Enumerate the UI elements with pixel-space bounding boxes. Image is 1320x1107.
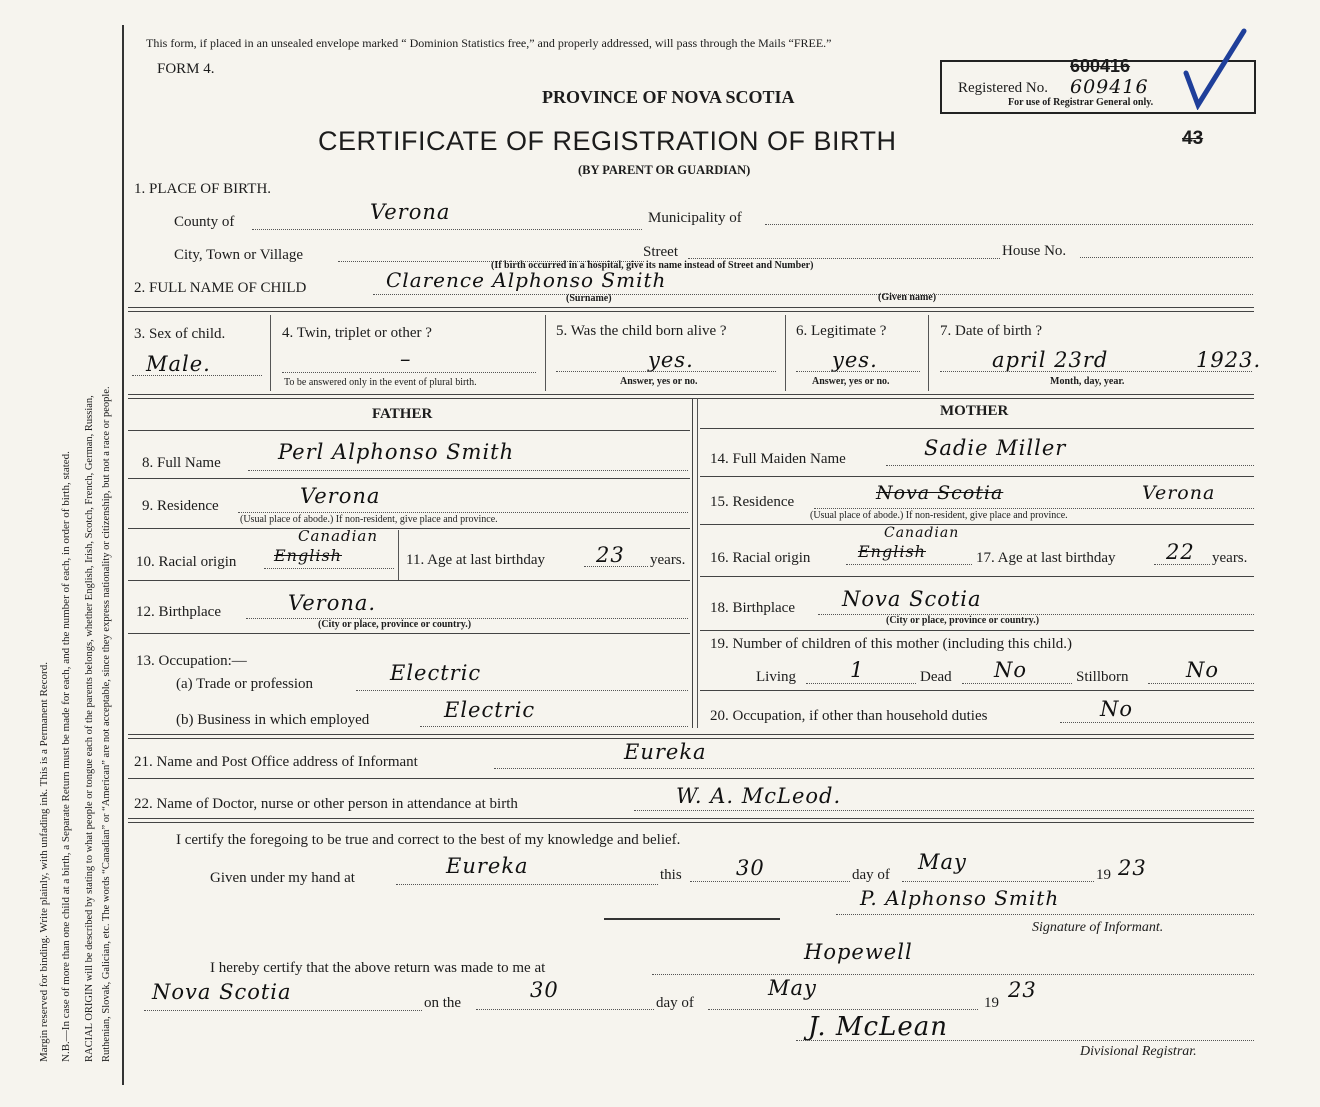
mother-birthplace-label: 18. Birthplace xyxy=(710,600,795,616)
child-name-value: Clarence Alphonso Smith xyxy=(386,268,667,292)
page-title: CERTIFICATE OF REGISTRATION OF BIRTH xyxy=(318,126,897,156)
informant-signature: P. Alphonso Smith xyxy=(860,886,1060,910)
father-age-value: 23 xyxy=(596,543,625,567)
twin-value: – xyxy=(400,347,412,371)
registered-number-struck: 600416 xyxy=(1070,56,1131,76)
father-birthplace-label: 12. Birthplace xyxy=(136,604,221,620)
hospital-note: (If birth occurred in a hospital, give its name instead of Street and Number) xyxy=(491,260,814,271)
trade-value: Electric xyxy=(390,661,482,685)
this-label: this xyxy=(660,867,682,883)
mother-birthplace-note: (City or place, province or country.) xyxy=(886,615,1040,626)
registrar-year-label: 19 xyxy=(984,995,999,1011)
father-heading: FATHER xyxy=(372,406,433,422)
mother-race-struck: English xyxy=(858,542,926,561)
children-count-label: 19. Number of children of this mother (including this child.) xyxy=(710,636,1073,652)
child-name-label: 2. FULL NAME OF CHILD xyxy=(134,280,307,296)
trade-label: (a) Trade or profession xyxy=(176,676,314,692)
father-name-value: Perl Alphonso Smith xyxy=(278,440,515,464)
certify-text: I certify the foregoing to be true and correct to the best of my knowledge and belief. xyxy=(176,832,681,848)
informant-label: 21. Name and Post Office address of Informant xyxy=(134,754,418,770)
dob-value: april 23rd xyxy=(992,348,1109,372)
registrar-signature-label: Divisional Registrar. xyxy=(1080,1044,1197,1059)
twin-label: 4. Twin, triplet or other ? xyxy=(282,325,432,341)
father-race-value: Canadian xyxy=(298,527,379,545)
father-occupation-label: 13. Occupation:— xyxy=(136,653,247,669)
dead-value: No xyxy=(994,658,1028,682)
mother-race-value: Canadian xyxy=(884,525,960,541)
father-race-struck: English xyxy=(274,546,342,565)
father-residence-label: 9. Residence xyxy=(142,498,219,514)
legitimate-label: 6. Legitimate ? xyxy=(796,323,887,339)
dob-year: 1923. xyxy=(1196,348,1262,372)
city-label: City, Town or Village xyxy=(174,247,304,263)
informant-value: Eureka xyxy=(624,740,707,764)
page-subtitle: (BY PARENT OR GUARDIAN) xyxy=(578,163,751,177)
nb-note: N.B.—In case of more than one child at a birth, a Separate Return must be made for each, and the number of each, in order of birth, stated. xyxy=(60,451,72,1062)
mother-race-label: 16. Racial origin xyxy=(710,550,811,566)
twin-note: To be answered only in the event of plural birth. xyxy=(284,377,477,388)
given-at-label: Given under my hand at xyxy=(210,870,355,886)
business-label: (b) Business in which employed xyxy=(176,712,370,728)
mother-residence-label: 15. Residence xyxy=(710,494,795,510)
racial-note-2: Ruthenian, Slovak, Galician, etc. The words “Canadian” or “American” are not acceptable, since they express nationality or citizenship, but not a race or people. xyxy=(101,386,112,1062)
mother-occupation-label: 20. Occupation, if other than household duties xyxy=(710,708,988,724)
father-birthplace-note: (City or place, province or country.) xyxy=(318,619,472,630)
born-alive-value: yes. xyxy=(648,348,694,372)
county-label: County of xyxy=(174,214,235,230)
registrar-signature: J. McLean xyxy=(808,1012,949,1042)
racial-note-1: RACIAL ORIGIN will be described by stating to what people or tongue each of the parents belongs, whether English, Irish, Scotch, French, German, Russian, xyxy=(84,395,95,1062)
certify-year-label: 19 xyxy=(1096,867,1111,883)
mother-residence-struck: Nova Scotia xyxy=(876,482,1004,504)
street-label: Street xyxy=(643,244,678,260)
father-birthplace-value: Verona. xyxy=(288,591,377,615)
on-the-label: on the xyxy=(424,995,462,1011)
place-of-birth-label: 1. PLACE OF BIRTH. xyxy=(134,181,272,197)
province-heading: PROVINCE OF NOVA SCOTIA xyxy=(542,87,795,107)
mother-name-value: Sadie Miller xyxy=(924,436,1067,460)
given-at-value: Eureka xyxy=(446,854,529,878)
municipality-label: Municipality of xyxy=(648,210,742,226)
registrar-year-value: 23 xyxy=(1008,978,1037,1002)
sex-label: 3. Sex of child. xyxy=(134,326,226,342)
mother-residence-value: Verona xyxy=(1142,482,1216,504)
registrar-month-value: May xyxy=(768,976,817,1000)
father-age-label: 11. Age at last birthday xyxy=(406,552,545,568)
stillborn-value: No xyxy=(1186,658,1220,682)
mother-heading: MOTHER xyxy=(940,403,1009,419)
living-label: Living xyxy=(756,669,796,685)
sex-value: Male. xyxy=(146,352,211,376)
business-value: Electric xyxy=(444,698,536,722)
registrar-text: I hereby certify that the above return was made to me at xyxy=(210,960,546,976)
surname-note: (Surname) xyxy=(566,293,612,304)
signature-label: Signature of Informant. xyxy=(1032,920,1164,935)
legitimate-note: Answer, yes or no. xyxy=(812,376,890,387)
mother-birthplace-value: Nova Scotia xyxy=(842,587,982,611)
form-number: FORM 4. xyxy=(157,61,215,77)
mother-name-label: 14. Full Maiden Name xyxy=(710,451,846,467)
check-mark-icon xyxy=(1180,25,1250,110)
registered-number: 609416 xyxy=(1070,76,1149,98)
house-no-label: House No. xyxy=(1002,243,1067,259)
given-name-note: (Given name) xyxy=(878,292,937,303)
living-value: 1 xyxy=(850,658,865,682)
margin-note: Margin reserved for binding. Write plainly, with unfading ink. This is a Permanent Record. xyxy=(38,662,50,1062)
dead-label: Dead xyxy=(920,669,952,685)
father-residence-note: (Usual place of abode.) If non-resident, give place and province. xyxy=(240,514,498,525)
father-years-label: years. xyxy=(650,552,686,568)
mother-years-label: years. xyxy=(1212,550,1248,566)
certify-day-value: 30 xyxy=(736,856,765,880)
registrar-note: For use of Registrar General only. xyxy=(1008,97,1154,108)
father-residence-value: Verona xyxy=(300,484,381,508)
registrar-day-of-label: day of xyxy=(656,995,694,1011)
mother-occupation-value: No xyxy=(1100,697,1134,721)
legitimate-value: yes. xyxy=(832,348,878,372)
county-value: Verona xyxy=(370,200,451,224)
certify-year-value: 23 xyxy=(1118,856,1147,880)
registrar-day-value: 30 xyxy=(530,978,559,1002)
born-alive-label: 5. Was the child born alive ? xyxy=(556,323,727,339)
binding-margin-line xyxy=(122,25,124,1085)
corner-mark: 43 xyxy=(1182,128,1204,149)
mail-notice: This form, if placed in an unsealed envelope marked “ Dominion Statistics free,” and properly addressed, will pass through the Mails “FREE.” xyxy=(146,36,832,50)
dob-note: Month, day, year. xyxy=(1050,376,1125,387)
doctor-value: W. A. McLeod. xyxy=(676,784,842,808)
mother-age-label: 17. Age at last birthday xyxy=(976,550,1116,566)
mother-residence-note: (Usual place of abode.) If non-resident, give place and province. xyxy=(810,510,1068,521)
registered-label: Registered No. xyxy=(958,80,1048,96)
doctor-label: 22. Name of Doctor, nurse or other person in attendance at birth xyxy=(134,796,518,812)
stillborn-label: Stillborn xyxy=(1076,669,1129,685)
born-alive-note: Answer, yes or no. xyxy=(620,376,698,387)
father-race-label: 10. Racial origin xyxy=(136,554,237,570)
certify-month-value: May xyxy=(918,850,967,874)
father-name-label: 8. Full Name xyxy=(142,455,221,471)
registrar-place-value: Hopewell xyxy=(804,940,913,964)
day-of-label: day of xyxy=(852,867,890,883)
mother-age-value: 22 xyxy=(1166,540,1195,564)
registrar-province-value: Nova Scotia xyxy=(152,980,292,1004)
dob-label: 7. Date of birth ? xyxy=(940,323,1043,339)
